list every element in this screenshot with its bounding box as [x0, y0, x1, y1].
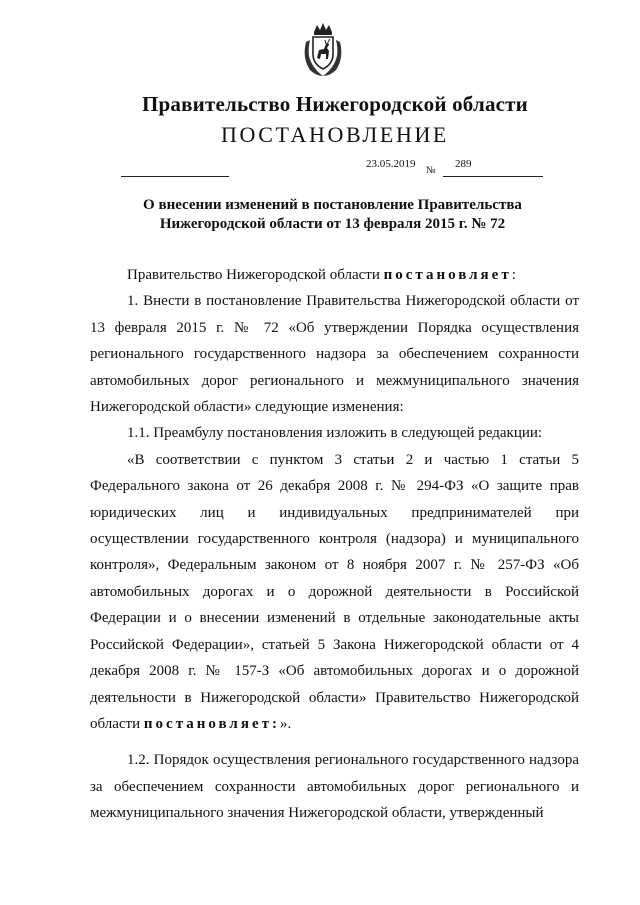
- number-line: [443, 176, 543, 177]
- subject-line-1: О внесении изменений в постановление Правительства: [143, 197, 522, 213]
- paragraph-item-1-1: 1.1. Преамбулу постановления изложить в следующей редакции:: [127, 425, 543, 442]
- resolves-word: постановляет: [383, 267, 512, 283]
- resolves-suffix: :: [511, 267, 516, 283]
- document-date: 23.05.2019: [366, 158, 416, 170]
- preamble-text: «В соответствии с пунктом 3 статьи 2 и частью 1 статьи 5 Федерального закона от 26 декабря 2008 г. № 294-ФЗ «О защите прав юридических лиц и индивидуальных предпринимателей при осуществлении государственного контроля (надзора) и муниципального контроля», Федеральным законом от 8 ноября 2007 г. № 257-ФЗ «Об автомобильных дорогах и о дорожной деятельности в Российской Федерации и о внесении изменений в отдельные законодательные акты Российской Федерации», статьей 5 Закона Нижегородской области от 4 декабря 2008 г. № 157-З «Об автомобильных дорогах и о дорожной деятельности в Нижегородской области» Правительство Нижегородской области: [90, 451, 579, 732]
- paragraph-item-1: 1. Внести в постановление Правительства Нижегородской области от 13 февраля 2015 г. № 72 «Об утверждении Порядка осуществления регионального государственного надзора за обеспечением сохранности автомобильных дорог регионального и межмуниципального значения Нижегородской области» следующие изменения:: [90, 293, 579, 416]
- paragraph-item-1-2: 1.2. Порядок осуществления регионального государственного надзора за обеспечением сохранности автомобильных дорог регионального и межмуниципального значения Нижегородской области, утвержденный: [90, 752, 579, 822]
- subject-line-2: Нижегородской области от 13 февраля 2015 г. № 72: [159, 216, 506, 232]
- paragraph-preamble-quote: [90, 447, 579, 737]
- resolves-prefix: Правительство Нижегородской области: [127, 267, 384, 283]
- document-type: ПОСТАНОВЛЕНИЕ: [221, 122, 449, 147]
- document-body: [90, 262, 579, 827]
- document-subject: [100, 196, 565, 234]
- number-sign: №: [426, 165, 436, 176]
- signature-line-left: [121, 176, 229, 177]
- preamble-suffix: ».: [279, 715, 292, 732]
- paragraph-resolves: [90, 262, 579, 288]
- organization-title: Правительство Нижегородской области: [142, 92, 528, 116]
- preamble-resolves-word: постановляет:: [143, 715, 280, 732]
- coat-of-arms-icon: [300, 22, 346, 78]
- document-number: 289: [455, 158, 472, 170]
